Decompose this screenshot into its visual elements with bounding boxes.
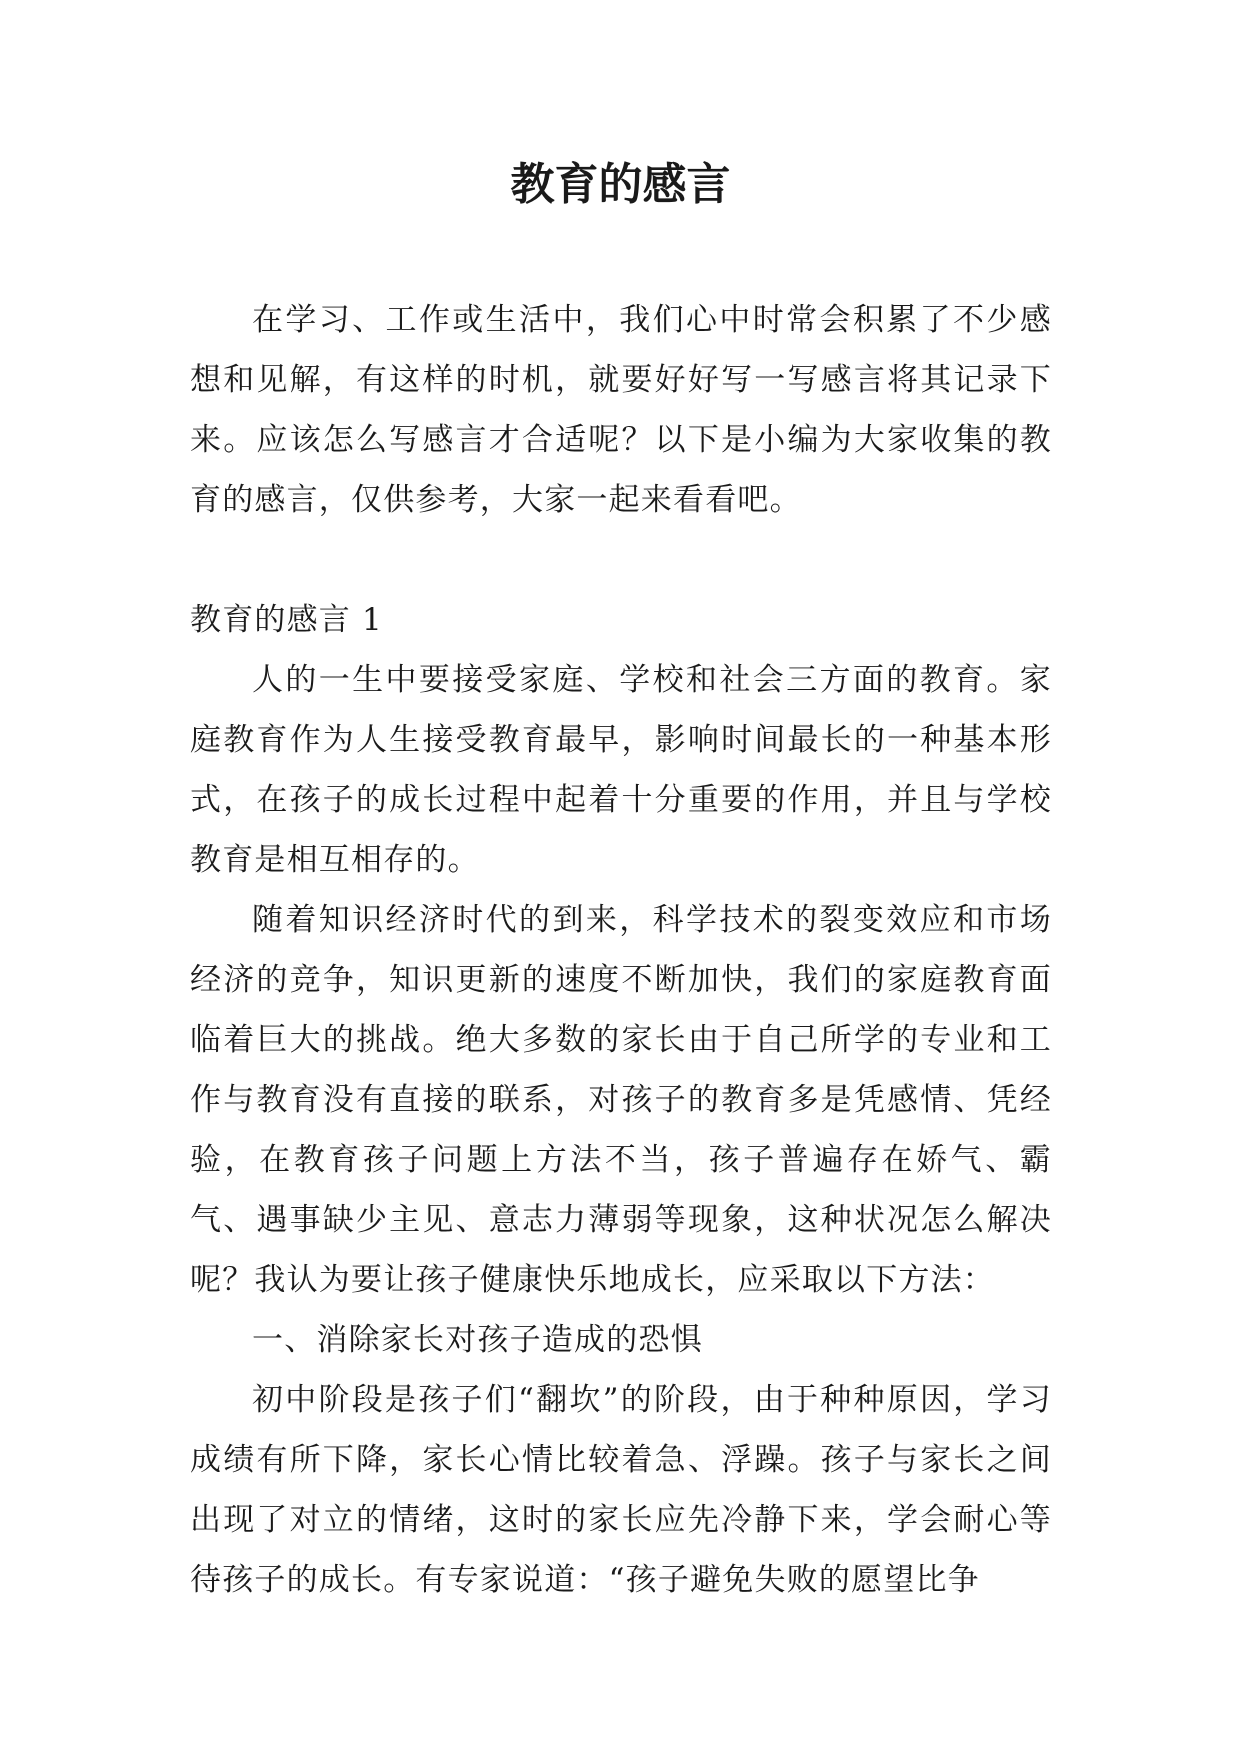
document-title: 教育的感言 [510, 159, 731, 210]
document-body [190, 290, 1052, 1610]
intro-paragraph: 在学习、工作或生活中，我们心中时常会积累了不少感想和见解，有这样的时机，就要好好写一写感言将其记录下来。应该怎么写感言才合适呢？以下是小编为大家收集的教育的感言，仅供参考，大家一起来看看吧。 [190, 302, 1052, 518]
body-paragraph: 随着知识经济时代的到来，科学技术的裂变效应和市场经济的竞争，知识更新的速度不断加快，我们的家庭教育面临着巨大的挑战。绝大多数的家长由于自己所学的专业和工作与教育没有直接的联系，对孩子的教育多是凭感情、凭经验，在教育孩子问题上方法不当，孩子普遍存在娇气、霸气、遇事缺少主见、意志力薄弱等现象，这种状况怎么解决呢？我认为要让孩子健康快乐地成长，应采取以下方法： [190, 902, 1052, 1298]
body-paragraph: 初中阶段是孩子们“翻坎”的阶段，由于种种原因，学习成绩有所下降，家长心情比较着急、浮躁。孩子与家长之间出现了对立的情绪，这时的家长应先冷静下来，学会耐心等待孩子的成长。有专家说道：“孩子避免失败的愿望比争 [190, 1382, 1052, 1598]
section-heading: 教育的感言 1 [190, 602, 383, 638]
subsection-heading: 一、消除家长对孩子造成的恐惧 [252, 1322, 703, 1358]
body-paragraph: 人的一生中要接受家庭、学校和社会三方面的教育。家庭教育作为人生接受教育最早，影响时间最长的一种基本形式，在孩子的成长过程中起着十分重要的作用，并且与学校教育是相互相存的。 [190, 662, 1052, 878]
